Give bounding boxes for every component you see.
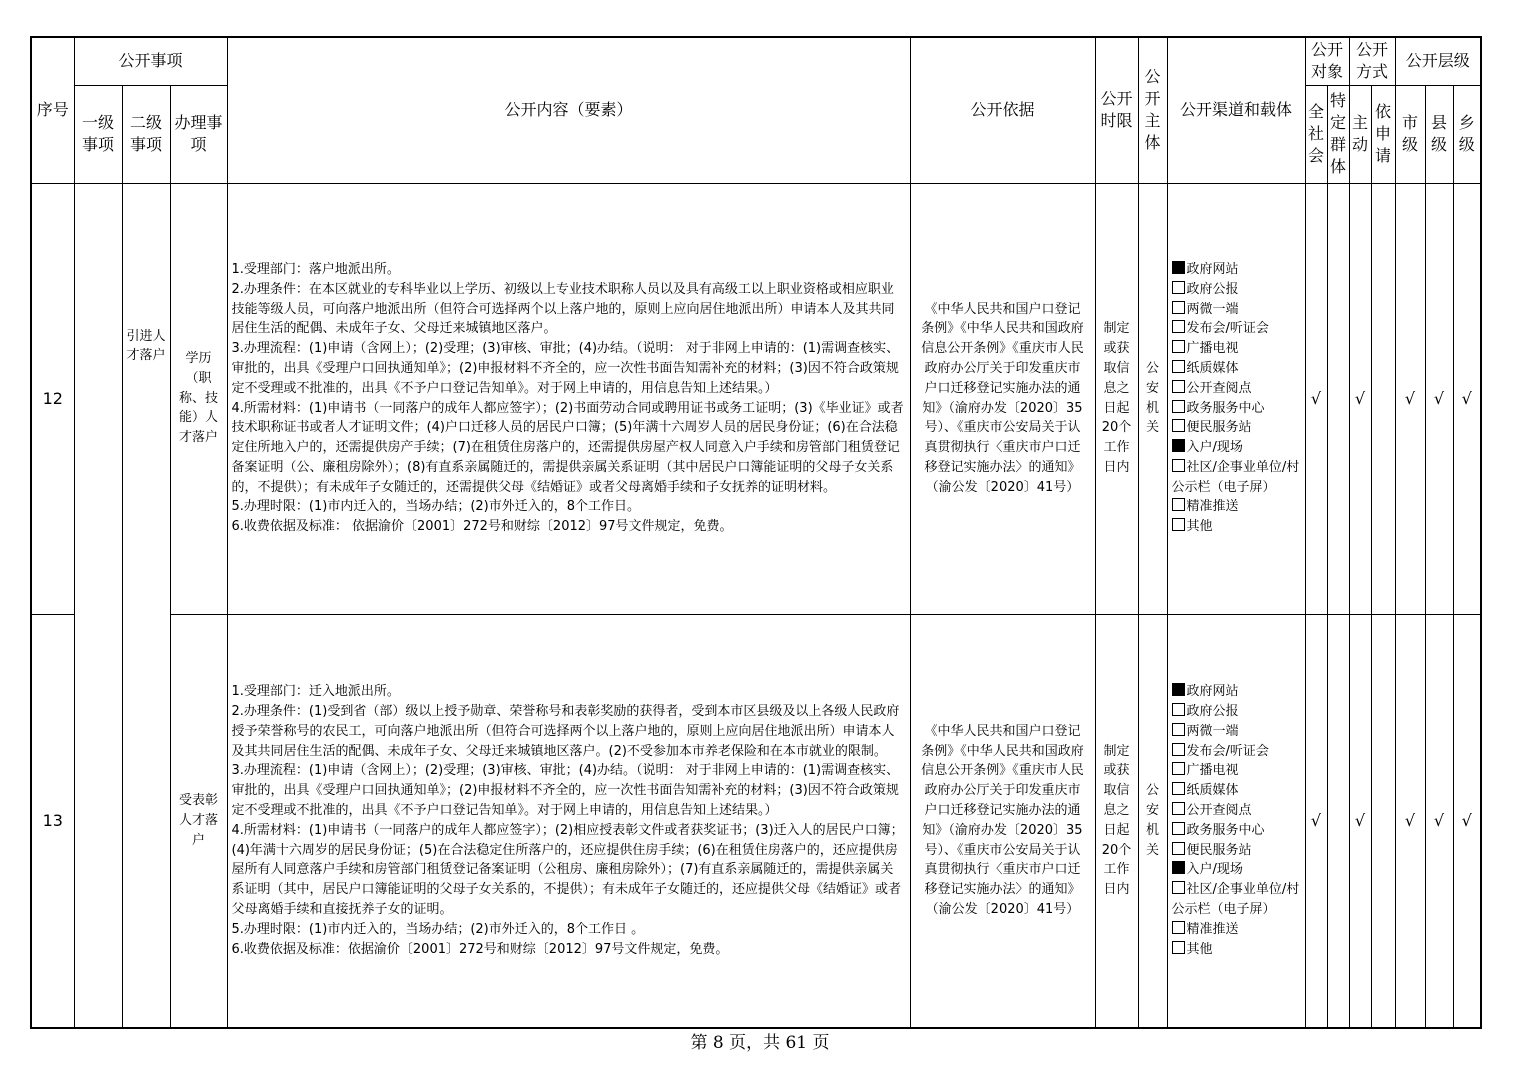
checked-box-icon bbox=[1172, 439, 1185, 452]
channel-list bbox=[1172, 260, 1301, 537]
header-subject: 公开主体 bbox=[1138, 37, 1167, 183]
row-subject: 公安机关 bbox=[1138, 183, 1167, 614]
channel-item bbox=[1172, 458, 1301, 498]
page-footer: 第 8 页，共 61 页 bbox=[690, 1033, 830, 1053]
channel-item bbox=[1172, 702, 1301, 722]
channel-item bbox=[1172, 280, 1301, 300]
header-lv-town: 乡级 bbox=[1453, 85, 1481, 183]
unchecked-box-icon bbox=[1172, 881, 1185, 894]
channel-label: 政府公报 bbox=[1186, 281, 1239, 297]
channel-label: 纸质媒体 bbox=[1186, 783, 1239, 799]
row-subject: 公安机关 bbox=[1138, 614, 1167, 1028]
channel-label: 两微一端 bbox=[1186, 723, 1239, 739]
row-content: 1.受理部门：落户地派出所。 2.办理条件：在本区就业的专科毕业以上学历、初级以上专业技术职称人员以及具有高级工以上职业资格或相应职业技能等级人员，可向落户地派出所（但符合可选择两个以上落户地的，原则上应向居住地派出所）申请本人及其共同居住生活的配偶、未成年子女、父母迁来城镇地区落户。 3.办理流程：(1)申请（含网上）；(2)受理；(3)审核、审批；(4)办结。（说明： 对于非网上申请的：(1)需调查核实、审批的，出具《受理户口回执通知单》；(2)申报材料不齐全的，应一次性书面告知需补充的材料；(3)因不符合政策规定不受理或不批准的，出具《不予户口登记告知单》。对于网上申请的，用信息告知上述结果。） 4.所需材料：(1)申请书（一同落户的成年人都应签字）；(2)书面劳动合同或聘用证书或务工证明；(3)《毕业证》或者技术职称证书或者人才证明文件；(4)户口迁移人员的居民户口簿；(5)年满十六周岁人员的居民身份证；(6)在合法稳定住所地入户的，还需提供房产手续；(7)在租赁住房落户的，还需提供房屋产权人同意入户手续和房管部门租赁登记备案证明（公、廉租房除外）；(8)有直系亲属随迁的，需提供亲属关系证明（其中居民户口簿能证明的父母子女关系的，不提供）；有未成年子女随迁的，还需提供父母《结婚证》或者父母离婚手续和子女抚养的证明材料。 5.办理时限：(1)市内迁入的，当场办结；(2)市外迁入的，8个工作日。 6.收费依据及标准： 依据渝价〔2001〕272号和财综〔2012〕97号文件规定，免费。 bbox=[227, 183, 910, 614]
unchecked-box-icon bbox=[1172, 380, 1185, 393]
channel-item bbox=[1172, 339, 1301, 359]
channel-label: 公开查阅点 bbox=[1186, 802, 1252, 818]
unchecked-box-icon bbox=[1172, 743, 1185, 756]
channel-label: 发布会/听证会 bbox=[1186, 743, 1269, 759]
unchecked-box-icon bbox=[1172, 842, 1185, 855]
unchecked-box-icon bbox=[1172, 921, 1185, 934]
row-content: 1.受理部门：迁入地派出所。 2.办理条件：(1)受到省（部）级以上授予勋章、荣誉称号和表彰奖励的获得者，受到本市区县级及以上各级人民政府授予荣誉称号的农民工，可向落户地派出所（但符合可选择两个以上落户地的，原则上应向居住地派出所）申请本人及其共同居住生活的配偶、未成年子女、父母迁来城镇地区落户。(2)不受参加本市养老保险和在本市就业的限制。 3.办理流程：(1)申请（含网上）；(2)受理；(3)审核、审批；(4)办结。（说明： 对于非网上申请的：(1)需调查核实、审批的，出具《受理户口回执通知单》；(2)申报材料不齐全的，应一次性书面告知需补充的材料；(3)因不符合政策规定不受理或不批准的，出具《不予户口登记告知单》。对于网上申请的，用信息告知上述结果。） 4.所需材料：(1)申请书（一同落户的成年人都应签字）；(2)相应授表彰文件或者获奖证书；(3)迁入人的居民户口簿；(4)年满十六周岁的居民身份证；(5)在合法稳定住所落户的，还应提供住房手续；(6)在租赁住房落户的，还应提供房屋所有人同意落户手续和房管部门租赁登记备案证明（公租房、廉租房除外）；(7)有直系亲属随迁的，需提供亲属关系证明（其中，居民户口簿能证明的父母子女关系的，不提供）；有未成年子女随迁的，还应提供父母《结婚证》或者父母离婚手续和直接抚养子女的证明。 5.办理时限：(1)市内迁入的，当场办结；(2)市外迁入的，8个工作日 。 6.收费依据及标准：依据渝价〔2001〕272号和财综〔2012〕97号文件规定，免费。 bbox=[227, 614, 910, 1028]
header-lv-county: 县级 bbox=[1425, 85, 1453, 183]
channel-item bbox=[1172, 860, 1301, 880]
row-channels bbox=[1167, 183, 1305, 614]
unchecked-box-icon bbox=[1172, 723, 1185, 736]
channel-label: 政府网站 bbox=[1186, 261, 1239, 277]
row-basis: 《中华人民共和国户口登记条例》《中华人民共和国政府信息公开条例》《重庆市人民政府办公厅关于印发重庆市户口迁移登记实施办法的通知》（渝府办发〔2020〕35号）、《重庆市公安局关于认真贯彻执行〈重庆市户口迁移登记实施办法〉的通知》（渝公发〔2020〕41号） bbox=[910, 183, 1095, 614]
channel-label: 社区/企事业单位/村公示栏（电子屏） bbox=[1171, 459, 1300, 495]
channel-label: 广播电视 bbox=[1186, 341, 1239, 357]
channel-label: 政务服务中心 bbox=[1186, 822, 1265, 838]
channel-item bbox=[1172, 497, 1301, 517]
row-method-apply bbox=[1371, 183, 1395, 614]
header-obj-all: 全社会 bbox=[1305, 85, 1327, 183]
row-lv-city: √ bbox=[1395, 183, 1425, 614]
row-obj-specific bbox=[1327, 183, 1349, 614]
channel-item bbox=[1172, 821, 1301, 841]
checked-box-icon bbox=[1172, 261, 1185, 274]
header-level1: 一级事项 bbox=[74, 85, 122, 183]
unchecked-box-icon bbox=[1172, 941, 1185, 954]
channel-item bbox=[1172, 841, 1301, 861]
unchecked-box-icon bbox=[1172, 340, 1185, 353]
channel-item bbox=[1172, 880, 1301, 920]
channel-label: 发布会/听证会 bbox=[1186, 321, 1269, 337]
row-seq: 12 bbox=[31, 183, 74, 614]
row-method-apply bbox=[1371, 614, 1395, 1028]
unchecked-box-icon bbox=[1172, 281, 1185, 294]
row-obj-all: √ bbox=[1305, 183, 1327, 614]
header-level2: 二级事项 bbox=[122, 85, 170, 183]
unchecked-box-icon bbox=[1172, 802, 1185, 815]
channel-item bbox=[1172, 399, 1301, 419]
disclosure-table bbox=[30, 36, 1482, 1029]
unchecked-box-icon bbox=[1172, 459, 1185, 472]
channel-label: 精准推送 bbox=[1186, 921, 1239, 937]
channel-item bbox=[1172, 438, 1301, 458]
header-obj-specific: 特定群体 bbox=[1327, 85, 1349, 183]
header-level-group: 公开层级 bbox=[1395, 37, 1481, 85]
unchecked-box-icon bbox=[1172, 762, 1185, 775]
header-object-group: 公开对象 bbox=[1305, 37, 1349, 85]
channel-label: 其他 bbox=[1186, 519, 1213, 535]
header-period: 公开时限 bbox=[1095, 37, 1138, 183]
channel-list bbox=[1172, 682, 1301, 959]
row-basis: 《中华人民共和国户口登记条例》《中华人民共和国政府信息公开条例》《重庆市人民政府办公厅关于印发重庆市户口迁移登记实施办法的通知》（渝府办发〔2020〕35号）、《重庆市公安局关于认真贯彻执行〈重庆市户口迁移登记实施办法〉的通知》（渝公发〔2020〕41号） bbox=[910, 614, 1095, 1028]
row-obj-specific bbox=[1327, 614, 1349, 1028]
row-lv-town: √ bbox=[1453, 183, 1481, 614]
channel-item bbox=[1172, 722, 1301, 742]
channel-label: 其他 bbox=[1186, 941, 1213, 957]
channel-label: 广播电视 bbox=[1186, 763, 1239, 779]
channel-item bbox=[1172, 742, 1301, 762]
unchecked-box-icon bbox=[1172, 360, 1185, 373]
channel-item bbox=[1172, 801, 1301, 821]
channel-label: 公开查阅点 bbox=[1186, 380, 1252, 396]
unchecked-box-icon bbox=[1172, 301, 1185, 314]
channel-item bbox=[1172, 319, 1301, 339]
row-period: 制定或获取信息之日起20个工作日内 bbox=[1095, 614, 1138, 1028]
channel-item bbox=[1172, 359, 1301, 379]
disclosure-table-sheet bbox=[30, 36, 1482, 1029]
unchecked-box-icon bbox=[1172, 320, 1185, 333]
channel-label: 精准推送 bbox=[1186, 499, 1239, 515]
table-row bbox=[31, 183, 1481, 614]
row-level2: 引进人才落户 bbox=[122, 183, 170, 1028]
header-basis: 公开依据 bbox=[910, 37, 1095, 183]
row-period: 制定或获取信息之日起20个工作日内 bbox=[1095, 183, 1138, 614]
channel-label: 便民服务站 bbox=[1186, 842, 1252, 858]
row-seq: 13 bbox=[31, 614, 74, 1028]
channel-item bbox=[1172, 761, 1301, 781]
channel-label: 入户/现场 bbox=[1186, 440, 1243, 456]
channel-item bbox=[1172, 920, 1301, 940]
channel-item bbox=[1172, 260, 1301, 280]
channel-item bbox=[1172, 418, 1301, 438]
unchecked-box-icon bbox=[1172, 400, 1185, 413]
channel-label: 便民服务站 bbox=[1186, 420, 1252, 436]
header-method-active: 主动 bbox=[1349, 85, 1371, 183]
header-task: 办理事项 bbox=[170, 85, 227, 183]
channel-label: 政府网站 bbox=[1186, 684, 1239, 700]
channel-label: 政府公报 bbox=[1186, 703, 1239, 719]
row-lv-city: √ bbox=[1395, 614, 1425, 1028]
row-method-active: √ bbox=[1349, 183, 1371, 614]
header-method-group: 公开方式 bbox=[1349, 37, 1395, 85]
unchecked-box-icon bbox=[1172, 703, 1185, 716]
header-lv-city: 市级 bbox=[1395, 85, 1425, 183]
header-seq: 序号 bbox=[31, 37, 74, 183]
row-lv-town: √ bbox=[1453, 614, 1481, 1028]
checked-box-icon bbox=[1172, 683, 1185, 696]
unchecked-box-icon bbox=[1172, 419, 1185, 432]
row-channels bbox=[1167, 614, 1305, 1028]
unchecked-box-icon bbox=[1172, 518, 1185, 531]
checked-box-icon bbox=[1172, 861, 1185, 874]
row-method-active: √ bbox=[1349, 614, 1371, 1028]
header-channel: 公开渠道和载体 bbox=[1167, 37, 1305, 183]
unchecked-box-icon bbox=[1172, 822, 1185, 835]
unchecked-box-icon bbox=[1172, 782, 1185, 795]
channel-item bbox=[1172, 940, 1301, 960]
row-lv-county: √ bbox=[1425, 183, 1453, 614]
channel-item bbox=[1172, 682, 1301, 702]
row-obj-all: √ bbox=[1305, 614, 1327, 1028]
channel-label: 入户/现场 bbox=[1186, 862, 1243, 878]
channel-label: 两微一端 bbox=[1186, 301, 1239, 317]
channel-item bbox=[1172, 300, 1301, 320]
unchecked-box-icon bbox=[1172, 498, 1185, 511]
row-level1 bbox=[74, 183, 122, 1028]
channel-item bbox=[1172, 379, 1301, 399]
header-content: 公开内容（要素） bbox=[227, 37, 910, 183]
channel-item bbox=[1172, 781, 1301, 801]
table-row bbox=[31, 614, 1481, 1028]
row-task: 学历（职称、技能）人才落户 bbox=[170, 183, 227, 614]
header-method-apply: 依申请 bbox=[1371, 85, 1395, 183]
channel-label: 政务服务中心 bbox=[1186, 400, 1265, 416]
channel-item bbox=[1172, 517, 1301, 537]
header-items-group: 公开事项 bbox=[74, 37, 227, 85]
row-lv-county: √ bbox=[1425, 614, 1453, 1028]
channel-label: 纸质媒体 bbox=[1186, 360, 1239, 376]
row-task: 受表彰人才落户 bbox=[170, 614, 227, 1028]
channel-label: 社区/企事业单位/村公示栏（电子屏） bbox=[1171, 882, 1300, 917]
